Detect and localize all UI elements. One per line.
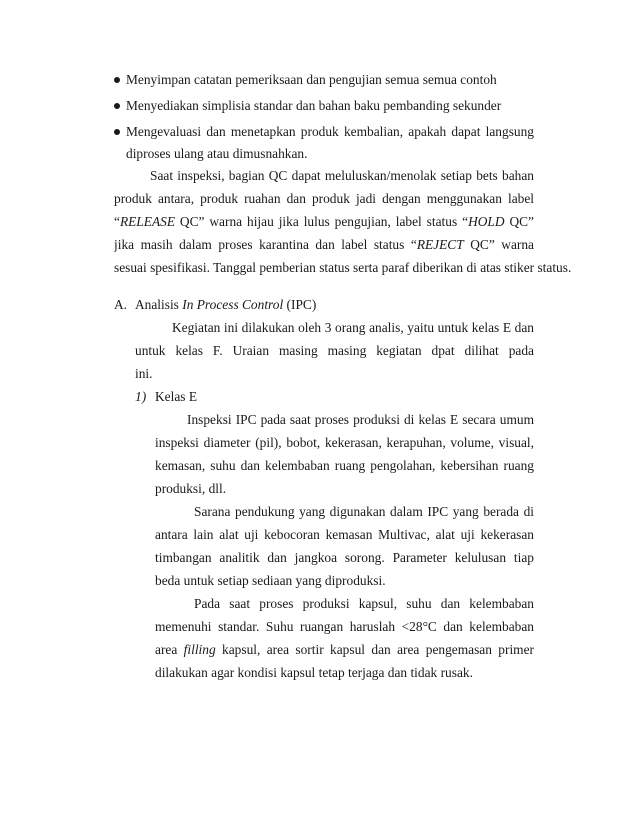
release-label: RELEASE: [119, 214, 175, 229]
paragraph-line: produk antara, produk ruahan dan produk jadi dengan menggunakan label: [114, 191, 534, 206]
paragraph-line: ini.: [135, 366, 153, 381]
paragraph-line: jika masih dalam proses karantina dan label status “REJECT QC” warna: [114, 237, 534, 252]
subsection-marker: 1): [135, 389, 147, 404]
paragraph-line: timbangan analitik dan jangkoa sorong. Parameter kelulusan tiap: [155, 550, 534, 565]
bullet-item: Menyediakan simplisia standar dan bahan baku pembanding sekunder: [126, 98, 502, 113]
paragraph-line: produksi, dll.: [155, 481, 227, 496]
paragraph-line: Sarana pendukung yang digunakan dalam IPC yang berada di: [194, 504, 534, 519]
paragraph-line: sesuai spesifikasi. Tanggal pemberian status serta paraf diberikan di atas stiker status.: [114, 260, 572, 275]
section-title: Analisis In Process Control (IPC): [135, 297, 317, 312]
paragraph-line: Pada saat proses produksi kapsul, suhu dan kelembaban: [194, 596, 534, 611]
paragraph-line: Kegiatan ini dilakukan oleh 3 orang analis, yaitu untuk kelas E dan: [172, 320, 534, 335]
hold-label: HOLD: [468, 214, 505, 229]
section-marker: A.: [114, 297, 128, 312]
paragraph-line: beda untuk setiap sediaan yang diproduksi.: [155, 573, 386, 588]
paragraph-line: inspeksi diameter (pil), bobot, kekerasan, kerapuhan, volume, visual,: [155, 435, 534, 450]
paragraph-line: memenuhi standar. Suhu ruangan haruslah <28°C dan kelembaban: [155, 619, 534, 634]
bullet-item-continuation: diproses ulang atau dimusnahkan.: [126, 146, 308, 161]
paragraph-line: area filling kapsul, area sortir kapsul dan area pengemasan primer: [155, 642, 534, 657]
paragraph-line: Saat inspeksi, bagian QC dapat meluluskan/menolak setiap bets bahan: [150, 168, 534, 183]
paragraph-line: “RELEASE QC” warna hijau jika lulus pengujian, label status “HOLD QC”: [114, 214, 534, 229]
paragraph-line: antara lain alat uji kebocoran kemasan Multivac, alat uji kekerasan: [155, 527, 534, 542]
bullet-icon: [114, 103, 120, 109]
reject-label: REJECT: [416, 237, 464, 252]
subsection-title: Kelas E: [155, 389, 198, 404]
bullet-icon: [114, 129, 120, 135]
bullet-icon: [114, 77, 120, 83]
paragraph-line: dilakukan agar kondisi kapsul tetap terjaga dan tidak rusak.: [155, 665, 473, 680]
paragraph-line: kemasan, suhu dan kelembaban ruang pengolahan, kebersihan ruang: [155, 458, 534, 473]
paragraph-line: Inspeksi IPC pada saat proses produksi di kelas E secara umum: [187, 412, 534, 427]
bullet-item: Mengevaluasi dan menetapkan produk kembalian, apakah dapat langsung: [126, 124, 534, 139]
paragraph-line: untuk kelas F. Uraian masing masing kegiatan dpat dilihat pada: [135, 343, 534, 358]
bullet-item: Menyimpan catatan pemeriksaan dan pengujian semua semua contoh: [126, 72, 497, 87]
